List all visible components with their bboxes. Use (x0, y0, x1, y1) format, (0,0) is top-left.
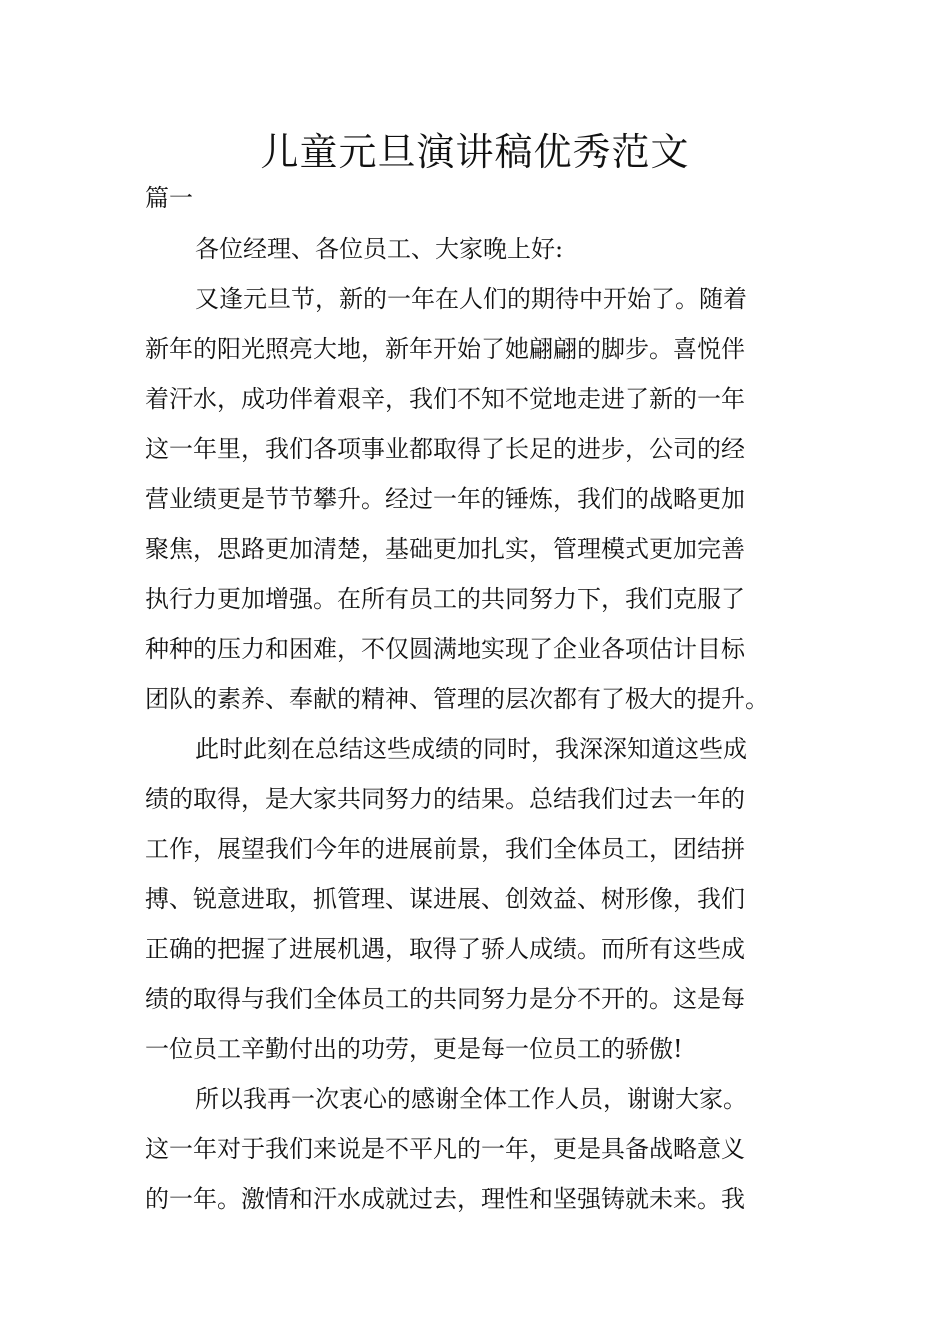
text-line: 的一年。激情和汗水成就过去，理性和坚强铸就未来。我 (145, 1185, 745, 1213)
text-line: 聚焦，思路更加清楚，基础更加扎实，管理模式更加完善 (145, 535, 745, 563)
text-line: 正确的把握了进展机遇，取得了骄人成绩。而所有这些成 (145, 935, 745, 963)
text-line: 一位员工辛勤付出的功劳，更是每一位员工的骄傲! (145, 1035, 683, 1063)
text-line: 所以我再一次衷心的感谢全体工作人员，谢谢大家。 (195, 1085, 747, 1113)
text-line: 绩的取得与我们全体员工的共同努力是分不开的。这是每 (145, 985, 745, 1013)
text-line: 绩的取得，是大家共同努力的结果。总结我们过去一年的 (145, 785, 745, 813)
text-line: 执行力更加增强。在所有员工的共同努力下，我们克服了 (145, 585, 745, 613)
text-line: 营业绩更是节节攀升。经过一年的锤炼，我们的战略更加 (145, 485, 745, 513)
text-line: 这一年里，我们各项事业都取得了长足的进步，公司的经 (145, 435, 745, 463)
text-line: 这一年对于我们来说是不平凡的一年，更是具备战略意义 (145, 1135, 745, 1163)
text-line: 种种的压力和困难，不仅圆满地实现了企业各项估计目标 (145, 635, 745, 663)
text-line: 团队的素养、奉献的精神、管理的层次都有了极大的提升。 (145, 685, 769, 713)
text-line: 工作，展望我们今年的进展前景，我们全体员工，团结拼 (145, 835, 745, 863)
text-line: 各位经理、各位员工、大家晚上好: (195, 235, 564, 263)
text-line: 此时此刻在总结这些成绩的同时，我深深知道这些成 (195, 735, 747, 763)
text-line: 又逢元旦节，新的一年在人们的期待中开始了。随着 (195, 285, 747, 313)
text-line: 新年的阳光照亮大地，新年开始了她翩翩的脚步。喜悦伴 (145, 335, 745, 363)
document-title: 儿童元旦演讲稿优秀范文 (260, 130, 690, 174)
section-label: 篇一 (145, 184, 193, 212)
text-line: 着汗水，成功伴着艰辛，我们不知不觉地走进了新的一年 (145, 385, 745, 413)
text-line: 搏、锐意进取，抓管理、谋进展、创效益、树形像，我们 (145, 885, 745, 913)
